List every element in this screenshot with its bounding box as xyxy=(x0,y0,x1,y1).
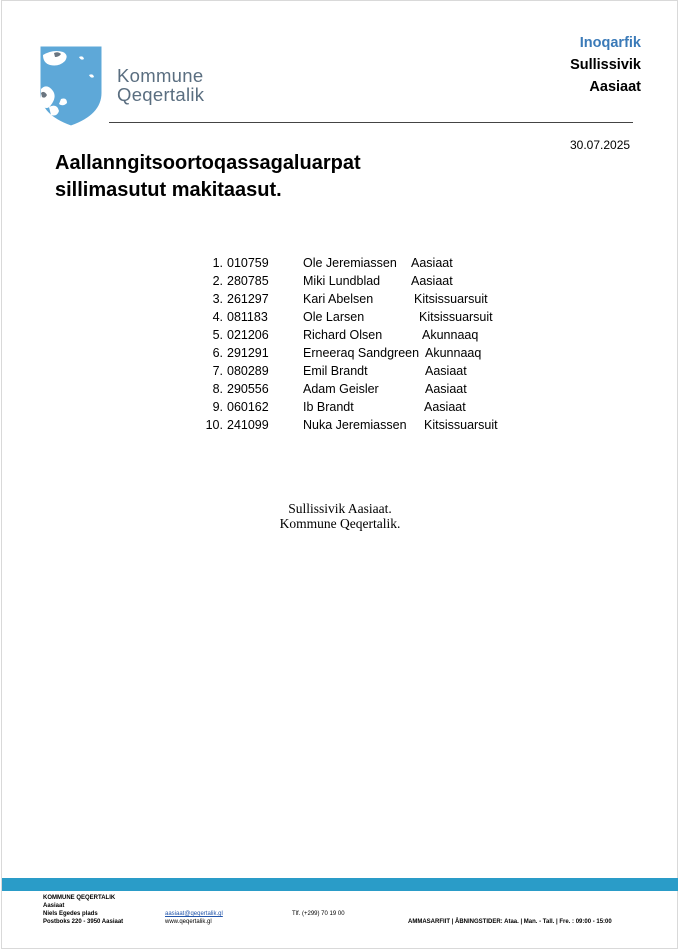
entry-number: 2. xyxy=(212,274,223,288)
footer-city: Aasiaat xyxy=(43,903,65,909)
entry-name: Emil Brandt xyxy=(303,364,368,378)
entry-name: Miki Lundblad xyxy=(303,274,381,288)
entry-id: 261297 xyxy=(227,292,269,306)
entry-number: 4. xyxy=(212,310,223,324)
entry-name: Ole Jeremiassen xyxy=(303,256,397,270)
footer-bar xyxy=(2,878,678,891)
entry-town: Aasiaat xyxy=(425,382,467,396)
footer-org-name: KOMMUNE QEQERTALIK xyxy=(43,895,116,901)
logo-line-qeqertalik: Qeqertalik xyxy=(117,84,205,105)
header-address xyxy=(570,32,641,98)
header-location: Sullissivik xyxy=(570,57,641,73)
entry-id: 021206 xyxy=(227,328,269,342)
signature-line-1: Sullissivik Aasiaat. xyxy=(288,501,392,516)
entry-name: Adam Geisler xyxy=(303,382,379,396)
entry-id: 241099 xyxy=(227,418,269,432)
entry-name: Erneeraq Sandgreen xyxy=(303,346,420,360)
signature xyxy=(0,501,680,531)
entry-town: Aasiaat xyxy=(424,400,466,414)
entry-number: 9. xyxy=(212,400,223,414)
entry-id: 010759 xyxy=(227,256,269,270)
document-date: 30.07.2025 xyxy=(570,138,631,152)
entry-name: Ole Larsen xyxy=(303,310,365,324)
entry-town: Akunnaaq xyxy=(422,328,479,342)
entry-town: Kitsissuarsuit xyxy=(419,310,493,324)
footer-contact xyxy=(165,910,223,926)
entry-name: Nuka Jeremiassen xyxy=(303,418,407,432)
header-divider xyxy=(109,122,633,123)
footer-address xyxy=(43,894,123,926)
signature-line-2: Kommune Qeqertalik. xyxy=(279,516,401,531)
entry-town: Aasiaat xyxy=(411,256,453,270)
entry-number: 5. xyxy=(212,328,223,342)
entry-id: 280785 xyxy=(227,274,269,288)
entry-town: Akunnaaq xyxy=(425,346,482,360)
title-line-1: Aallanngitsoortoqassagaluarpat xyxy=(55,152,361,174)
header-town: Aasiaat xyxy=(589,79,641,95)
footer-postbox: Postboks 220 - 3950 Aasiaat xyxy=(43,919,124,925)
entry-name: Ib Brandt xyxy=(303,400,354,414)
footer-phone: Tlf. (+299) 70 19 00 xyxy=(292,911,345,917)
entry-name: Richard Olsen xyxy=(303,328,383,342)
entry-id: 060162 xyxy=(227,400,269,414)
title-line-2: sillimasutut makitaasut. xyxy=(55,179,282,201)
entry-town: Aasiaat xyxy=(411,274,453,288)
entry-town: Aasiaat xyxy=(425,364,467,378)
entry-id: 081183 xyxy=(227,310,268,324)
coat-of-arms-icon xyxy=(39,45,103,127)
header-label: Inoqarfik xyxy=(579,35,641,51)
footer-web[interactable]: www.qeqertalik.gl xyxy=(165,919,212,925)
entry-town: Kitsissuarsuit xyxy=(414,292,488,306)
footer-opening-hours: AMMASARFIIT | ÅBNINGSTIDER: Ataa. | Man. - Tall. | Fre. : 09:00 - 15:00 xyxy=(408,919,612,925)
entry-number: 6. xyxy=(212,346,223,360)
entry-number: 3. xyxy=(212,292,223,306)
logo-wordmark xyxy=(117,66,204,104)
entry-number: 7. xyxy=(212,364,223,378)
footer-street: Niels Egedes plads xyxy=(43,911,98,917)
logo-line-kommune: Kommune xyxy=(117,65,204,86)
entry-number: 10. xyxy=(205,418,223,432)
entry-id: 291291 xyxy=(227,346,269,360)
entry-number: 1. xyxy=(212,256,223,270)
footer-email-link[interactable]: aasiaat@qeqertalik.gl xyxy=(165,911,223,917)
entry-number: 8. xyxy=(212,382,223,396)
document-title xyxy=(55,150,361,204)
entry-town: Kitsissuarsuit xyxy=(424,418,498,432)
entry-id: 080289 xyxy=(227,364,269,378)
entry-name: Kari Abelsen xyxy=(303,292,374,306)
entry-id: 290556 xyxy=(227,382,269,396)
